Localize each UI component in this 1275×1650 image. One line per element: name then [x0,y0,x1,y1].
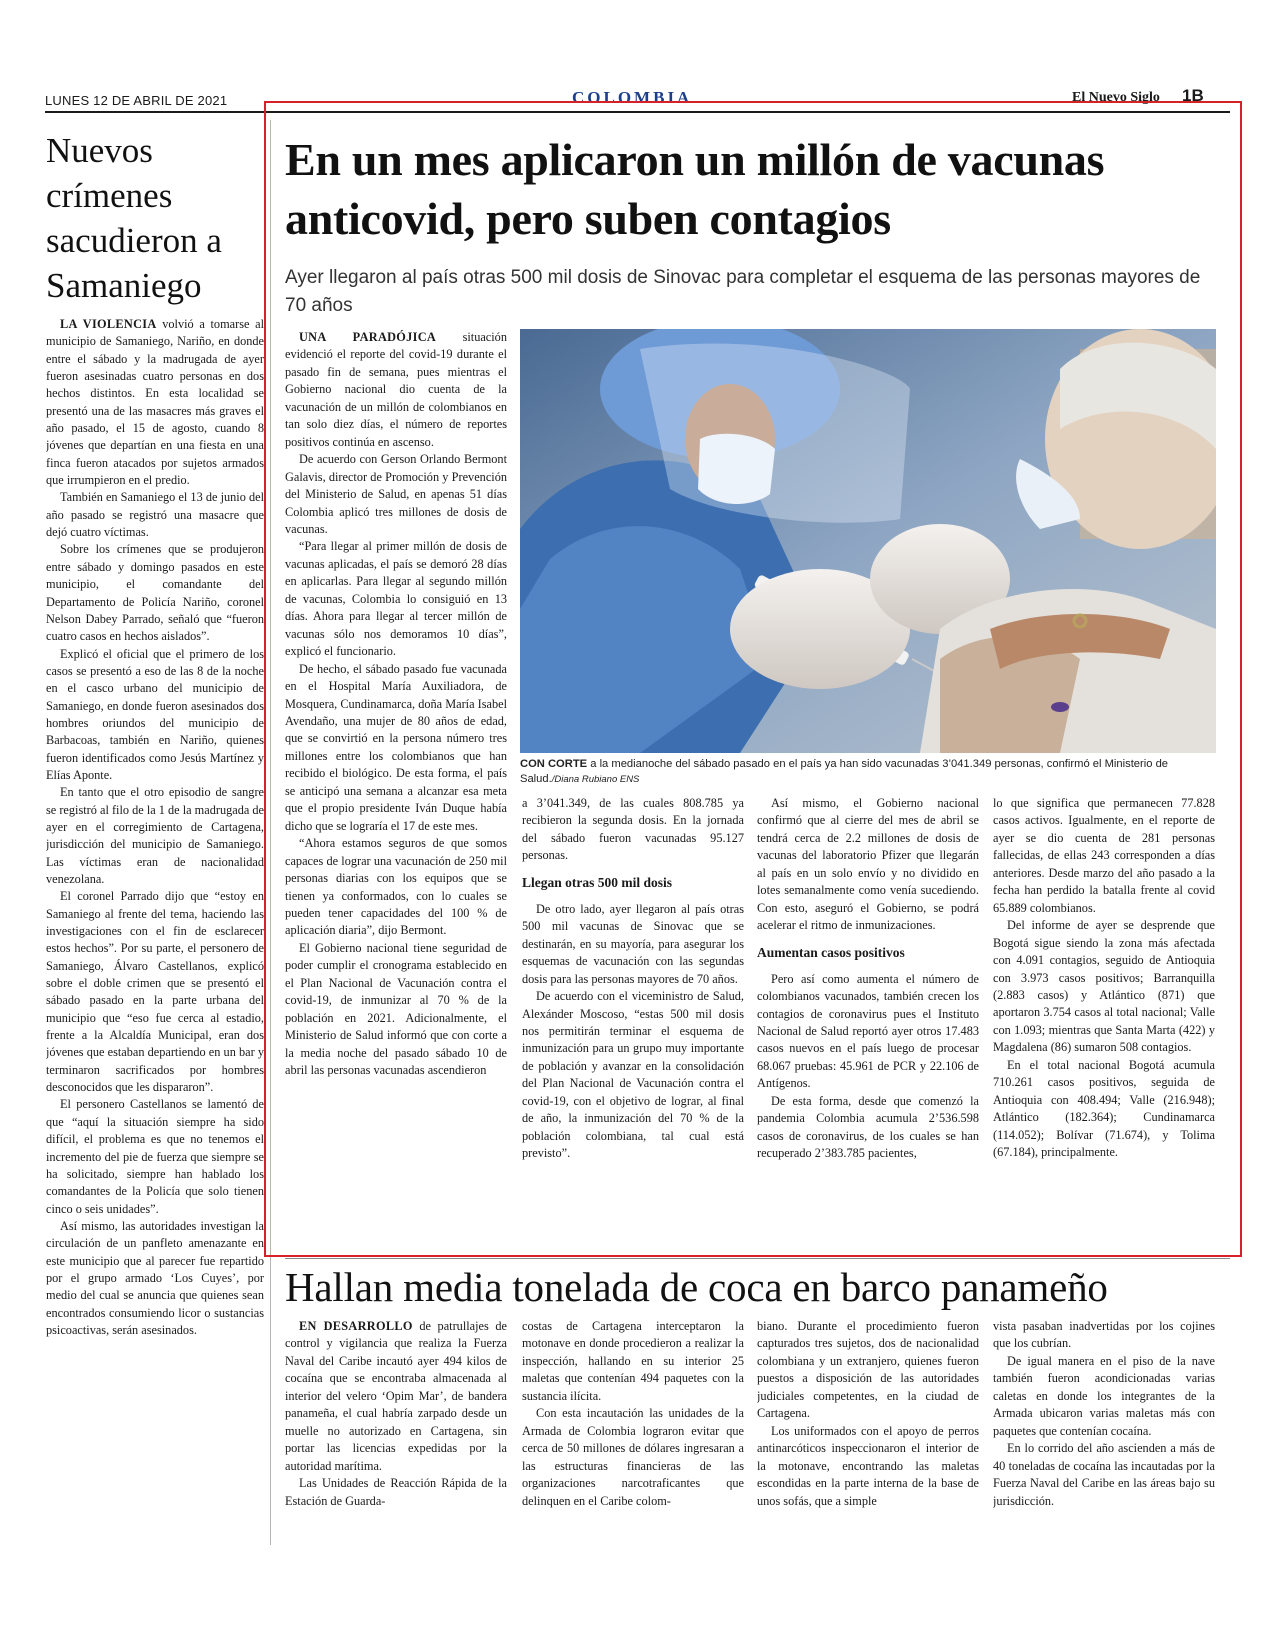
paragraph: Los uniformados con el apoyo de perros antinarcóticos inspeccionaron el interior de la motonave, encontrando las maletas escondidas en la parte interna de la base de unos sofás, que a simple [757,1423,979,1508]
paragraph: De hecho, el sábado pasado fue vacunada en el Hospital María Auxiliadora, de Mosquera, Cundinamarca, doña María Isabel Avendaño, una mujer de 80 años de edad, que se convirtió en la persona número tres millones entre los colombianos que han recibido el biológico. De esta forma, el país se anticipó una semana a alcanzar esa meta que el propio presidente Iván Duque había dicho que se lograría el 17 de este mes. [285,661,507,833]
paragraph: El coronel Parrado dijo que “estoy en Samaniego al frente del tema, haciendo las investigaciones con el fin de esclarecer estos hechos”. Por su parte, el personero de Samaniego, Álvaro Castellanos, explicó sobre el doble crimen que se presentó el sábado pasado en la parte urbana del municipio que “eso fue cerca al estadio, frente a la Alcaldía Municipal, eran dos jóvenes que estaban departiendo en un bar y terminaron sacrificados por hombres desconocidos que les dispararon”. [46,889,264,1095]
paragraph: situación evidenció el reporte del covid-19 durante el pasado fin de semana, pues mientras el Gobierno nacional dio cuenta de la vacunación de un millón de colombianos en tan solo diez días, el número de reportes positivos continúa en ascenso. [285,330,507,449]
paragraph: En lo corrido del año ascienden a más de 40 toneladas de cocaína las incautadas por la Fuerza Naval del Caribe en las áreas bajo su jurisdicción. [993,1441,1215,1508]
bottom-article-column-4 [993,1318,1215,1540]
page-number: 1B [1182,86,1204,105]
paragraph: costas de Cartagena interceptaron la motonave en donde procedieron a realizar la inspección, hallando en su interior 25 maletas que contenían 494 paquetes con la sustancia ilícita. [522,1319,744,1403]
vaccination-photo [520,329,1216,753]
paragraph: biano. Durante el procedimiento fueron capturados tres sujetos, dos de nacionalidad colombiana y un extranjero, quienes fueron puestos a disposición de las autoridades judiciales competentes, en la ciudad de Cartagena. [757,1319,979,1421]
photo-credit: /Diana Rubiano ENS [551,774,640,785]
paragraph: En el total nacional Bogotá acumula 710.261 casos positivos, seguida de Antioquia con 408.494; Valle (216.948); Atlántico (182.364); Cundinamarca (114.052); Bolívar (71.674), y Tolima (67.184), principalmente. [993,1057,1215,1160]
paragraph: Así mismo, el Gobierno nacional confirmó que al cierre del mes de abril se tendrá cerca de 2.2 millones de dosis de vacunas del laboratorio Pfizer que llegarán al país en un solo envío y no dividido en lotes semanalmente como venía sucediendo. Con esto, aseguró el Gobierno, se podrá acelerar el ritmo de inmunizaciones. [757,796,979,933]
paragraph: De igual manera en el piso de la nave también fueron acondicionadas varias caletas en donde los integrantes de la Armada ubicaron varias maletas más con paquetes que contenían cocaína. [993,1353,1215,1438]
paragraph: De acuerdo con Gerson Orlando Bermont Galavis, director de Promoción y Prevención del Ministerio de Salud, en apenas 51 días Colombia aplicó tres millones de dosis de vacunas. [285,452,507,536]
paragraph: “Ahora estamos seguros de que somos capaces de lograr una vacunación de 250 mil personas diarias con los equipos que se tienen ya conformados, con lo cuales se pueden tener capacidades del 100 % de aplicación diaria”, dijo Bermont. [285,836,507,938]
paragraph: De esta forma, desde que comenzó la pandemia Colombia acumula 2’536.598 casos de coronavirus, de los cuales se han recuperado 2’383.785 pacientes, [757,1093,979,1161]
paragraph: De otro lado, ayer llegaron al país otras 500 mil vacunas de Sinovac que se destinarán, en su mayoría, para asegurar los esquemas de vacunación con las segundas dosis para las personas mayores de 70 años. [522,901,744,986]
main-headline: En un mes aplicaron un millón de vacunas anticovid, pero suben contagios [285,134,1105,244]
vaccination-photo-illustration [520,329,1216,753]
paragraph: Las Unidades de Reacción Rápida de la Estación de Guarda- [285,1476,507,1508]
paragraph: a 3’041.349, de las cuales 808.785 ya recibieron la segunda dosis. En la jornada del sábado fueron vacunadas 95.127 personas. [522,796,744,863]
caption-lead: CON CORTE [520,758,588,770]
bottom-article-lead: EN DESARROLLO [299,1319,413,1333]
bottom-article-column-3 [757,1318,979,1540]
subhead-llegan-dosis: Llegan otras 500 mil dosis [522,874,673,890]
paragraph: vista pasaban inadvertidas por los cojines que los cubrían. [993,1319,1215,1351]
paragraph: También en Samaniego el 13 de junio del año pasado se registró una masacre que dejó cuatro víctimas. [46,490,264,540]
paragraph: Explicó el oficial que el primero de los casos se presentó a eso de las 8 de la noche en el casco urbano del municipio de Samaniego, en donde fueron asesinados dos hombres oriundos del municipio de Barbacoas, también en Nariño, quienes fueron identificados como Jesús Martínez y Elías Aponte. [46,646,264,782]
paragraph: El Gobierno nacional tiene seguridad de poder cumplir el cronograma establecido en el Plan Nacional de Vacunación contra el covid-19, de inmunizar al 70 % de la población en 2021. Adicionalmente, el Ministerio de Salud informó que con corte a la media noche del pasado sábado 10 de abril las personas vacunadas ascendieron [285,940,507,1078]
paragraph: En tanto que el otro episodio de sangre se registró al filo de la 1 de la madrugada de ayer en el corregimiento de Cartagena, jurisdicción del municipio de Samaniego. Las víctimas eran de nacionalidad venezolana. [46,785,264,886]
bottom-headline: Hallan media tonelada de coca en barco panameño [285,1264,1108,1310]
main-deck: Ayer llegaron al país otras 500 mil dosis de Sinovac para completar el esquema de las personas mayores de 70 años [285,267,1201,316]
paragraph: Del informe de ayer se desprende que Bogotá sigue siendo la zona más afectada con 4.091 contagios, seguido de Antioquia con 3.973 casos positivos; Barranquilla (2.883 casos) y Atlántico (871) que aportaron 3.754 casos al total nacional; Valle con 1.093; mientras que Santa Marta (422) y Magdalena (86) sumaron 508 contagios. [993,918,1215,1055]
main-article-column-3 [757,795,979,1247]
photo-caption [520,757,1216,787]
side-article-body [46,316,264,1540]
newspaper-name: El Nuevo Siglo [1072,90,1160,105]
section-name: COLOMBIA [572,88,693,107]
page-date: LUNES 12 DE ABRIL DE 2021 [45,93,228,108]
paragraph: El personero Castellanos se lamentó de que “aquí la situación siempre ha sido difícil, el problema es que no tenemos el incremento del pie de fuerza que siempre se ha solicitado, siempre han hablado los comandantes de la Policía que solo tienen cinco o seis unidades”. [46,1097,264,1216]
main-article-column-2 [522,795,744,1247]
paragraph: “Para llegar al primer millón de dosis de vacunas aplicadas, el país se demoró 28 días en aplicarlas. Para llegar al segundo millón de vacunas, Colombia lo consiguió en 13 días. Ahora para llegar al tercer millón de vacunas sólo nos demoramos 10 días”, explicó el funcionario. [285,539,507,659]
bottom-article-column-1 [285,1318,507,1540]
main-article-column-4 [993,795,1215,1247]
main-article-lead: UNA PARADÓJICA [299,330,437,344]
paragraph: lo que significa que permanecen 77.828 casos activos. Igualmente, en el reporte de ayer se dio cuenta de 281 personas fallecidas, de ellas 243 corresponden a días anteriores. Desde marzo del año pasado a la fecha han perdido la batalla frente al covid 65.889 colombianos. [993,796,1215,915]
main-article-column-1 [285,329,507,1247]
side-article-title: Nuevos crímenes sacudieron a Samaniego [46,131,222,305]
paragraph: Con esta incautación las unidades de la Armada de Colombia lograron evitar que cerca de 50 millones de dólares ingresaran a las estructuras financieras de las organizaciones narcotraficantes que delinquen en el Caribe colom- [522,1406,744,1508]
paragraph: Pero así como aumenta el número de colombianos vacunados, también crecen los contagios de coronavirus pues el Instituto Nacional de Salud reportó ayer otros 17.483 casos nuevos en el país luego de procesar 68.067 pruebas: 45.961 de PCR y 22.106 de Antígenos. [757,971,979,1091]
bottom-article-rule [285,1258,1230,1259]
paragraph: de patrullajes de control y vigilancia que realiza la Fuerza Naval del Caribe incautó ayer 494 kilos de cocaína que se encontraba almacenada al interior del velero ‘Opim Mar’, de bandera panameña, el cual habría zarpado desde un muelle no autorizado en Cartagena, sin portar las licencias expedidas por la autoridad marítima. [285,1319,507,1473]
bottom-article-column-2 [522,1318,744,1540]
paragraph: De acuerdo con el viceministro de Salud, Alexánder Moscoso, “estas 500 mil dosis nos permitirán terminar el esquema de inmunización para un grupo muy importante de población y avanzar en la consolidación del Plan Nacional de Vacunación contra el covid-19, con el objetivo de lograr, al final de año, la inmunización del 70 % de la población colombiana, tal cual está previsto”. [522,989,744,1161]
caption-text: a la medianoche del sábado pasado en el país ya han sido vacunadas 3’041.349 personas, confirmó el Ministerio de Salud. [520,758,1169,785]
side-article-lead: LA VIOLENCIA [60,317,157,331]
paragraph: Sobre los crímenes que se produjeron entre sábado y domingo pasados en este municipio, el comandante del Departamento de Policía Nariño, coronel Nelson Dabey Parrado, señaló que “fueron cuatro casos en hechos aislados”. [46,542,264,644]
paragraph: volvió a tomarse al municipio de Samaniego, Nariño, en donde entre el sábado y la madrugada de ayer fueron asesinadas cuatro personas en dos hechos distintos. En esta localidad se presentó una de las masacres más graves el año pasado, el 15 de agosto, cuando 8 jóvenes que departían en una fiesta en una finca fueron atacados por sujetos armados que irrumpieron en el predio. [46,317,264,488]
paragraph: Así mismo, las autoridades investigan la circulación de un panfleto amenazante en este municipio que al parecer fue repartido por el grupo armado ‘Los Cuyes’, por medio del cual se anuncia que quienes sean encontrados consumiendo licor o sustancias psicoactivas, serán asesinados. [46,1218,264,1337]
subhead-aumentan-casos: Aumentan casos positivos [757,944,905,960]
